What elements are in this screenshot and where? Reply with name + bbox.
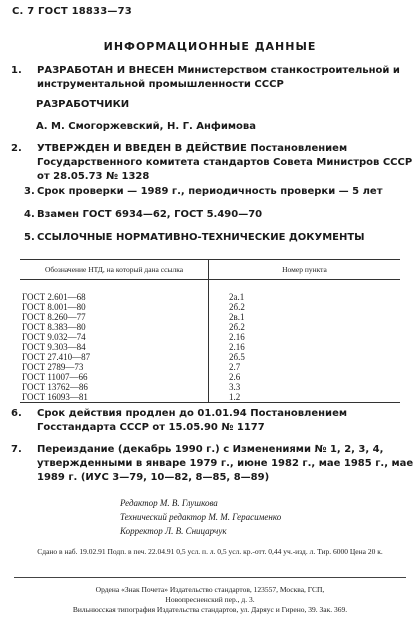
publisher-line-2: Новопресненский пер., д. 3.: [165, 595, 255, 604]
developers-names: А. М. Смогоржевский, Н. Г. Анфимова: [36, 121, 256, 132]
table-cell-document: ГОСТ 9.303—84: [20, 342, 209, 352]
item-3-number: 3.: [24, 186, 35, 197]
table-cell-document: ГОСТ 11007—66: [20, 372, 209, 382]
item-2: [11, 142, 415, 184]
table-cell-clause: 2.7: [229, 362, 241, 372]
table-cell-document: ГОСТ 9.032—74: [20, 332, 209, 342]
item-1-text: РАЗРАБОТАН И ВНЕСЕН Министерством станкостроительной и инструментальной промышленности СССР: [37, 65, 400, 90]
developers-heading: РАЗРАБОТЧИКИ: [36, 99, 130, 110]
table-row: [20, 332, 400, 342]
table-cell-clause: 2б.2: [229, 302, 245, 312]
item-6-number: 6.: [11, 408, 22, 419]
table-cell-clause: 3.3: [229, 382, 241, 392]
table-row: [20, 292, 400, 302]
item-7-text: Переиздание (декабрь 1990 г.) с Изменениями № 1, 2, 3, 4, утвержденными в январе 1979 г., июне 1982 г., мае 1985 г., мае 1989 г. (ИУС 3—79, 10—82, 8—85, 8—89): [37, 444, 414, 483]
editor-role: Редактор: [120, 498, 158, 508]
item-5-text: ССЫЛОЧНЫЕ НОРМАТИВНО-ТЕХНИЧЕСКИЕ ДОКУМЕНТЫ: [37, 232, 365, 243]
proofreader-line: [120, 525, 227, 538]
print-info: Сдано в наб. 19.02.91 Подп. в печ. 22.04.91 0,5 усл. п. л. 0,5 усл. кр.-отт. 0,44 уч.-изд. л. Тир. 6000 Цена 20 к.: [37, 547, 383, 556]
tech-editor-line: [120, 511, 281, 524]
table-row: [20, 362, 400, 372]
table-cell-clause: 2б.5: [229, 352, 245, 362]
item-5-number: 5.: [24, 232, 35, 243]
item-7-number: 7.: [11, 444, 22, 455]
table-row: [20, 382, 400, 392]
table-row: [20, 392, 400, 403]
proofreader-role: Корректор: [120, 526, 163, 536]
item-2-number: 2.: [11, 143, 22, 154]
table-cell-document: ГОСТ 27.410—87: [20, 352, 209, 362]
table-row: [20, 322, 400, 332]
column-header-document: Обозначение НТД, на который дана ссылка: [20, 260, 209, 280]
table-row: [20, 372, 400, 382]
table-cell-clause: 2в.1: [229, 312, 245, 322]
table-cell-document: ГОСТ 13762—86: [20, 382, 209, 392]
table-cell-clause: 2.16: [229, 342, 245, 352]
table-cell-clause: 2.16: [229, 332, 245, 342]
column-header-clause: Номер пункта: [209, 260, 401, 280]
table-cell-clause: 2а.1: [229, 292, 245, 302]
section-title: ИНФОРМАЦИОННЫЕ ДАННЫЕ: [103, 40, 317, 53]
item-2-text: УТВЕРЖДЕН И ВВЕДЕН В ДЕЙСТВИЕ Постановлением Государственного комитета стандартов Совета Министров СССР от 28.05.73 № 1328: [37, 143, 413, 182]
item-1-number: 1.: [11, 65, 22, 76]
divider: [14, 577, 406, 578]
proofreader-name: Л. В. Сницарчук: [164, 526, 227, 536]
publisher-line-1: Ордена «Знак Почета» Издательство стандартов, 123557, Москва, ГСП,: [95, 585, 325, 594]
item-3: [24, 185, 402, 199]
editor-name: М. В. Глушкова: [159, 498, 218, 508]
item-6-text: Срок действия продлен до 01.01.94 Постановлением Госстандарта СССР от 15.05.90 № 1177: [37, 408, 348, 433]
page-header: С. 7 ГОСТ 18833—73: [12, 6, 132, 17]
table-row: [20, 342, 400, 352]
table-cell-clause: 1.2: [209, 392, 401, 403]
table-row: [20, 302, 400, 312]
table-cell-document: ГОСТ 8.001—80: [20, 302, 209, 312]
item-6: [11, 407, 415, 435]
table-cell-document: ГОСТ 16093—81: [20, 392, 209, 403]
table-cell-clause: 2б.2: [229, 322, 245, 332]
references-table: [20, 259, 400, 403]
table-row: [20, 352, 400, 362]
table-cell-document: ГОСТ 2.601—68: [20, 292, 209, 302]
tech-editor-name: М. М. Герасименко: [208, 512, 282, 522]
item-7: [11, 443, 415, 485]
item-1: [11, 64, 415, 92]
publisher-line-3: Вильнюсская типография Издательства стандартов, ул. Даряус и Гирено, 39. Зак. 369.: [72, 605, 348, 614]
item-5: [24, 231, 402, 245]
table-cell-clause: 2.6: [229, 372, 241, 382]
table-cell-document: ГОСТ 8.260—77: [20, 312, 209, 322]
item-4-number: 4.: [24, 209, 35, 220]
tech-editor-role: Технический редактор: [120, 512, 207, 522]
editor-line: [120, 497, 218, 510]
item-4-text: Взамен ГОСТ 6934—62, ГОСТ 5.490—70: [37, 209, 263, 220]
item-3-text: Срок проверки — 1989 г., периодичность проверки — 5 лет: [37, 186, 383, 197]
table-cell-document: ГОСТ 8.383—80: [20, 322, 209, 332]
table-cell-document: ГОСТ 2789—73: [20, 362, 209, 372]
table-row: [20, 312, 400, 322]
item-4: [24, 208, 402, 222]
